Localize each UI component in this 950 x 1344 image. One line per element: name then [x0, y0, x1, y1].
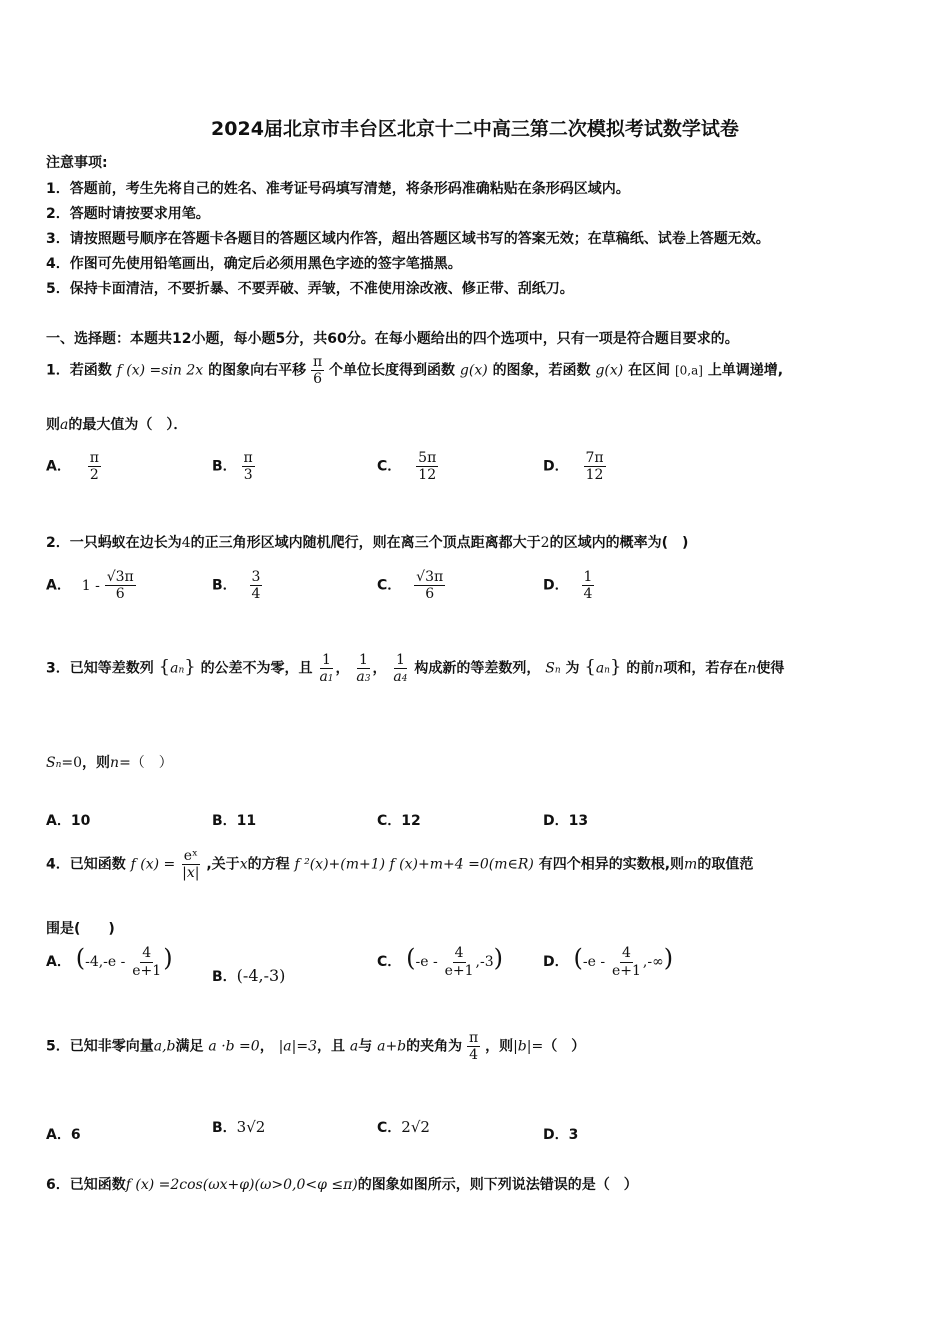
q1-option-d[interactable]: D． $\frac{7\pi}{12}$	[543, 450, 604, 484]
q3-option-c[interactable]: C．12	[377, 813, 421, 829]
question-2: 2．一只蚂蚁在边长为4的正三角形区域内随机爬行，则在离三个顶点距离都大于2的区域内的概率为( )	[46, 535, 689, 551]
q1-option-b[interactable]: B． $\frac{\pi}{3}$	[212, 450, 253, 484]
q3-option-b[interactable]: B．11	[212, 813, 257, 829]
question-4: 4．已知函数 f (x) = $\frac{\text{eˣ}}{|x|}$ ,关于x的方程 f ²(x)+(m+1) f (x)+m+4 =0(m∈R) 有四个相异的实数根,则m的取值范	[46, 848, 754, 882]
notice-heading: 注意事项:	[46, 155, 108, 171]
question-1: 1．若函数 f (x) =sin 2x 的图象向右平移 $\frac{\pi}{6}$ 个单位长度得到函数 g(x) 的图象，若函数 g(x) 在区间 [0,a] 上单调递增,	[46, 354, 784, 388]
q4-option-b[interactable]: B．(-4,-3)	[212, 966, 286, 985]
question-6: 6．已知函数f (x) =2cos(ωx+φ)(ω>0,0<φ ≤π)的图象如图所示，则下列说法错误的是（ ）	[46, 1177, 638, 1193]
q2-option-c[interactable]: C． $\frac{√3\pi}{6}$	[377, 569, 444, 603]
q1-option-c[interactable]: C． $\frac{5\pi}{12}$	[377, 450, 437, 484]
notice-item: 1．答题前，考生先将自己的姓名、准考证号码填写清楚，将条形码准确粘贴在条形码区域内。	[46, 181, 630, 197]
notice-item: 5．保持卡面清洁，不要折暴、不要弄破、弄皱，不准使用涂改液、修正带、刮纸刀。	[46, 281, 574, 297]
q2-option-a[interactable]: A． 1 - $\frac{√3\pi}{6}$	[46, 569, 134, 603]
q4-option-c[interactable]: C． (-e - $\frac{4}{e+1}$ ,-3)	[377, 944, 504, 979]
question-1-cont: 则a的最大值为（ ）．	[46, 417, 188, 433]
q2-option-b[interactable]: B． $\frac{3}{4}$	[212, 569, 261, 603]
notice-item: 3．请按照题号顺序在答题卡各题目的答题区域内作答，超出答题区域书写的答案无效；在草稿纸、试卷上答题无效。	[46, 231, 770, 247]
section-heading: 一、选择题：本题共12小题，每小题5分，共60分。在每小题给出的四个选项中，只有一项是符合题目要求的。	[46, 331, 739, 347]
q4-option-a[interactable]: A． (-4,-e - $\frac{4}{e+1}$ )	[46, 944, 173, 979]
q3-option-a[interactable]: A．10	[46, 813, 91, 829]
question-3: 3．已知等差数列 {an} 的公差不为零，且 $\frac{1}{a1}$ ， $\frac{1}{a3}$ ， $\frac{1}{a4}$ 构成新的等差数列， Sn 为 {an} 的前n项和，若存在n使得	[46, 652, 785, 686]
q5-option-c[interactable]: C．2√2	[377, 1118, 430, 1136]
q2-option-d[interactable]: D． $\frac{1}{4}$	[543, 569, 593, 603]
question-5: 5．已知非零向量a,b满足 a ·b =0， |a|=3，且 a与 a+b的夹角为 $\frac{\pi}{4}$ ，则|b|=（ ）	[46, 1030, 586, 1064]
q3-option-d[interactable]: D．13	[543, 813, 589, 829]
q5-option-b[interactable]: B．3√2	[212, 1118, 266, 1136]
question-4-cont: 围是( )	[46, 921, 115, 937]
q4-option-d[interactable]: D． (-e - $\frac{4}{e+1}$ ,-∞)	[543, 944, 674, 979]
page-title: 2024届北京市丰台区北京十二中高三第二次模拟考试数学试卷	[211, 118, 739, 140]
q5-option-d[interactable]: D．3	[543, 1127, 579, 1143]
notice-item: 2．答题时请按要求用笔。	[46, 206, 210, 222]
q1-option-a[interactable]: A． $\frac{\pi}{2}$	[46, 450, 99, 484]
q5-option-a[interactable]: A．6	[46, 1127, 81, 1143]
notice-item: 4．作图可先使用铅笔画出，确定后必须用黑色字迹的签字笔描黑。	[46, 256, 462, 272]
question-3-cont: Sn=0，则n=（ ）	[46, 755, 173, 771]
